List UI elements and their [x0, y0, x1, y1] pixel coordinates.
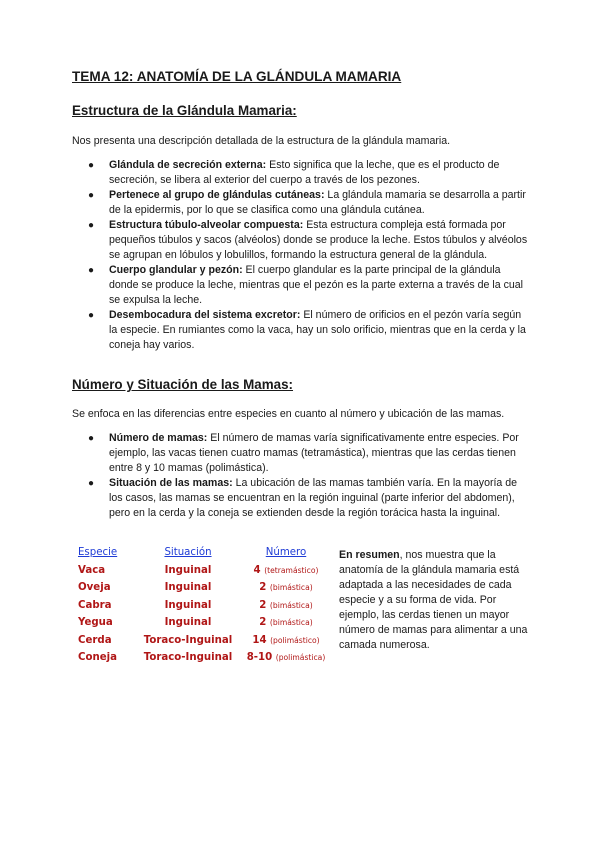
cell-situacion: Inguinal	[164, 582, 212, 593]
cell-especie: Oveja	[78, 582, 111, 593]
summary-paragraph	[339, 548, 531, 653]
section-intro-numero: Se enfoca en las diferencias entre especies en cuanto al número y ubicación de las mamas.	[72, 408, 505, 420]
table-row	[78, 635, 338, 653]
header-numero: Número	[265, 547, 307, 558]
list-item	[72, 158, 528, 188]
bullet-list-estructura	[72, 158, 528, 353]
cell-especie: Coneja	[78, 652, 118, 663]
list-item	[72, 218, 528, 263]
table-row	[78, 652, 338, 670]
bullet-icon: ●	[88, 310, 95, 321]
cell-situacion: Inguinal	[164, 564, 212, 576]
table-row	[78, 582, 338, 600]
list-item-term: Cuerpo glandular y pezón:	[109, 264, 243, 276]
page-title: TEMA 12: ANATOMÍA DE LA GLÁNDULA MAMARIA	[72, 69, 402, 84]
bullet-icon: ●	[88, 160, 95, 171]
header-especie: Especie	[78, 547, 118, 558]
cell-situacion: Toraco-Inguinal	[143, 652, 233, 663]
cell-situacion: Inguinal	[164, 617, 212, 628]
bullet-icon: ●	[88, 220, 95, 231]
table-row	[78, 565, 338, 583]
cell-especie: Cerda	[78, 634, 112, 646]
list-item-text: Esta estructura compleja está formada por pequeños túbulos y sacos (alvéolos) donde se produce la leche. Estos túbulos y alvéolos se agrupan en lóbulos y lobulillos, formando la estructura general de la glándula.	[109, 219, 528, 261]
list-item	[72, 308, 528, 353]
section-heading-numero: Número y Situación de las Mamas:	[72, 377, 294, 392]
table-row	[78, 600, 338, 618]
list-item	[72, 263, 528, 308]
list-item-term: Estructura túbulo-alveolar compuesta:	[109, 219, 304, 231]
list-item-text: El número de orificios en el pezón varía según la especie. En rumiantes como la vaca, hay un solo orificio, mientras que en la cerda y la coneja hay varios.	[109, 309, 526, 351]
species-table	[78, 547, 338, 670]
list-item-text: La ubicación de las mamas también varía. En la mayoría de los casos, las mamas se encuentran en la región inguinal (parte inferior del abdomen), pero en la cerda y la coneja se extienden desde la región torácica hasta la inguinal.	[109, 477, 518, 519]
list-item	[72, 188, 528, 218]
cell-situacion: Inguinal	[164, 599, 212, 611]
list-item	[72, 476, 528, 521]
list-item-term: Pertenece al grupo de glándulas cutáneas:	[109, 189, 325, 201]
list-item-text: El número de mamas varía significativamente entre especies. Por ejemplo, las vacas tienen cuatro mamas (tetramástica), mientras que las cerdas tienen entre 8 y 10 mamas (polimástica).	[109, 432, 519, 474]
list-item-term: Desembocadura del sistema excretor:	[109, 309, 301, 321]
list-item-term: Glándula de secreción externa:	[109, 159, 267, 171]
cell-numero: 14 (polimástico)	[252, 634, 320, 646]
bullet-icon: ●	[88, 190, 95, 201]
bullet-icon: ●	[88, 478, 95, 489]
list-item-text: Esto significa que la leche, que es el producto de secreción, se libera al exterior del cuerpo a través de los pezones.	[109, 159, 500, 186]
cell-numero: 4 (tetramástico)	[253, 564, 319, 576]
cell-especie: Yegua	[78, 617, 113, 628]
bullet-icon: ●	[88, 433, 95, 444]
table-row	[78, 617, 338, 635]
list-item-text: La glándula mamaria se desarrolla a partir de la epidermis, por lo que se clasifica como una glándula cutánea.	[109, 189, 526, 216]
cell-especie: Cabra	[78, 599, 112, 611]
cell-numero: 2 (bimástica)	[259, 617, 313, 628]
section-intro-estructura: Nos presenta una descripción detallada de la estructura de la glándula mamaria.	[72, 135, 451, 147]
bullet-list-numero	[72, 431, 528, 521]
list-item	[72, 431, 528, 476]
cell-situacion: Toraco-Inguinal	[143, 634, 233, 646]
table-header-row	[78, 547, 338, 565]
list-item-term: Situación de las mamas:	[109, 477, 233, 489]
cell-numero: 2 (bimástica)	[259, 599, 313, 611]
header-situacion: Situación	[164, 547, 212, 558]
section-heading-estructura: Estructura de la Glándula Mamaria:	[72, 103, 297, 118]
cell-especie: Vaca	[78, 564, 106, 576]
list-item-text: El cuerpo glandular es la parte principal de la glándula donde se produce la leche, mientras que el pezón es la parte externa a través de la cual se expulsa la leche.	[109, 264, 524, 306]
bullet-icon: ●	[88, 265, 95, 276]
summary-lead: En resumen	[339, 549, 400, 561]
cell-numero: 2 (bimástica)	[259, 582, 313, 593]
cell-numero: 8-10 (polimástica)	[246, 652, 326, 663]
list-item-term: Número de mamas:	[109, 432, 208, 444]
summary-text: , nos muestra que la anatomía de la glándula mamaria está adaptada a las necesidades de cada especie y a su forma de vida. Por ejemplo, las cerdas tienen un mayor número de mamas para alimentar a una camada numerosa.	[339, 549, 528, 651]
